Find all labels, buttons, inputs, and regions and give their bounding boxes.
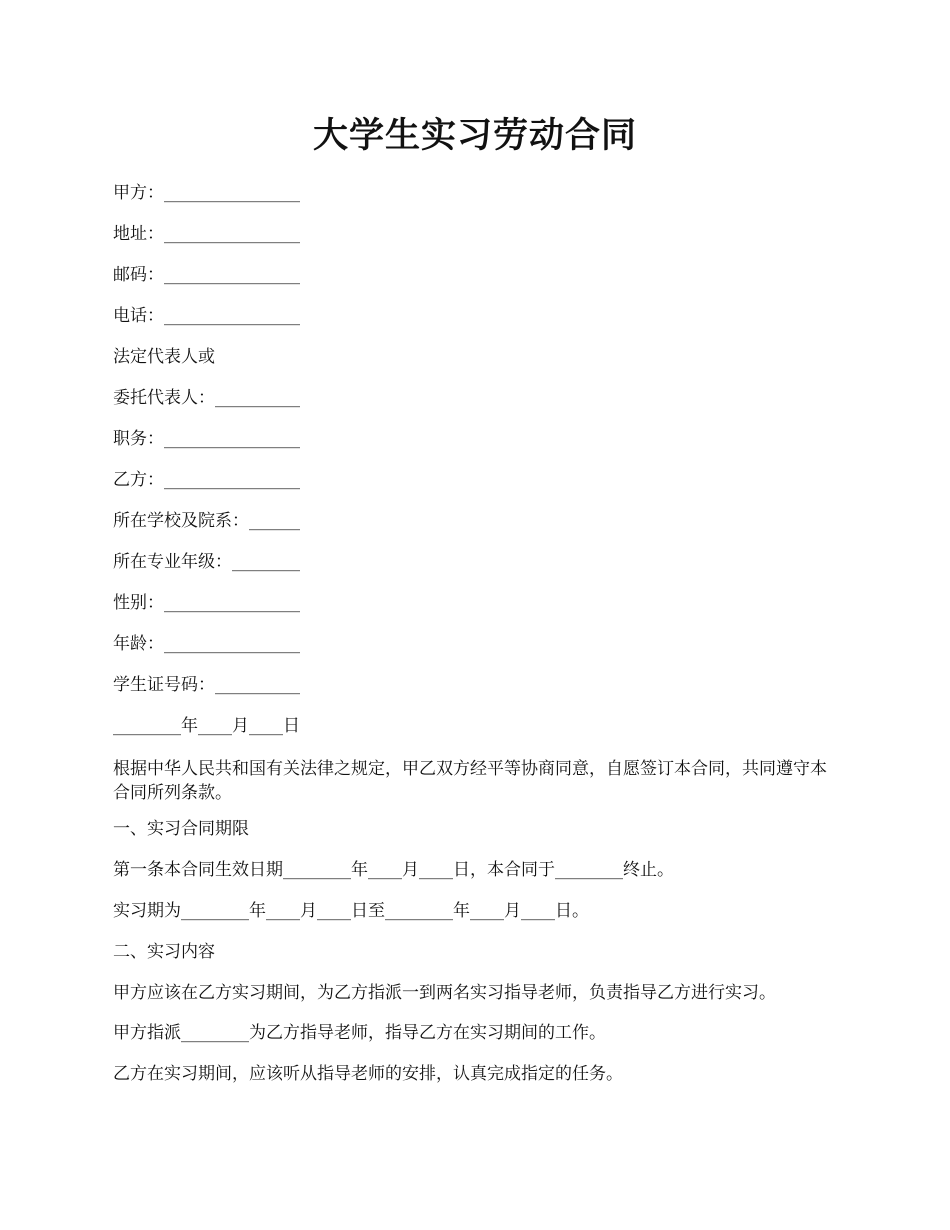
field-party-a: 甲方：________________ xyxy=(113,183,300,203)
field-age: 年龄：________________ xyxy=(113,634,300,654)
field-legal-rep: 法定代表人或 xyxy=(113,347,215,367)
paragraph-mentor-name: 甲方指派________为乙方指导老师，指导乙方在实习期间的工作。 xyxy=(113,1023,606,1043)
field-major-grade: 所在专业年级：________ xyxy=(113,552,300,572)
clause-effective-date: 第一条本合同生效日期________年____月____日，本合同于________终止。 xyxy=(113,860,674,880)
field-position: 职务：________________ xyxy=(113,429,300,449)
clause-internship-period: 实习期为________年____月____日至________年____月____日。 xyxy=(113,901,589,921)
field-authorized-rep: 委托代表人：__________ xyxy=(113,388,300,408)
preamble-paragraph: 根据中华人民共和国有关法律之规定，甲乙双方经平等协商同意，自愿签订本合同，共同遵守本合同所列条款。 xyxy=(113,759,827,803)
field-phone: 电话：________________ xyxy=(113,306,300,326)
paragraph-follow-instructions: 乙方在实习期间，应该听从指导老师的安排，认真完成指定的任务。 xyxy=(113,1064,623,1084)
field-postcode: 邮码：________________ xyxy=(113,265,300,285)
document-title: 大学生实习劳动合同 xyxy=(312,116,637,156)
field-student-id: 学生证号码：__________ xyxy=(113,675,300,695)
field-date: ________年____月____日 xyxy=(113,716,300,736)
section-1-heading: 一、实习合同期限 xyxy=(113,819,249,839)
field-gender: 性别：________________ xyxy=(113,593,300,613)
field-school-department: 所在学校及院系：______ xyxy=(113,511,300,531)
field-party-b: 乙方：________________ xyxy=(113,470,300,490)
field-address: 地址：________________ xyxy=(113,224,300,244)
section-2-heading: 二、实习内容 xyxy=(113,942,215,962)
paragraph-assign-mentor: 甲方应该在乙方实习期间，为乙方指派一到两名实习指导老师，负责指导乙方进行实习。 xyxy=(113,983,776,1003)
